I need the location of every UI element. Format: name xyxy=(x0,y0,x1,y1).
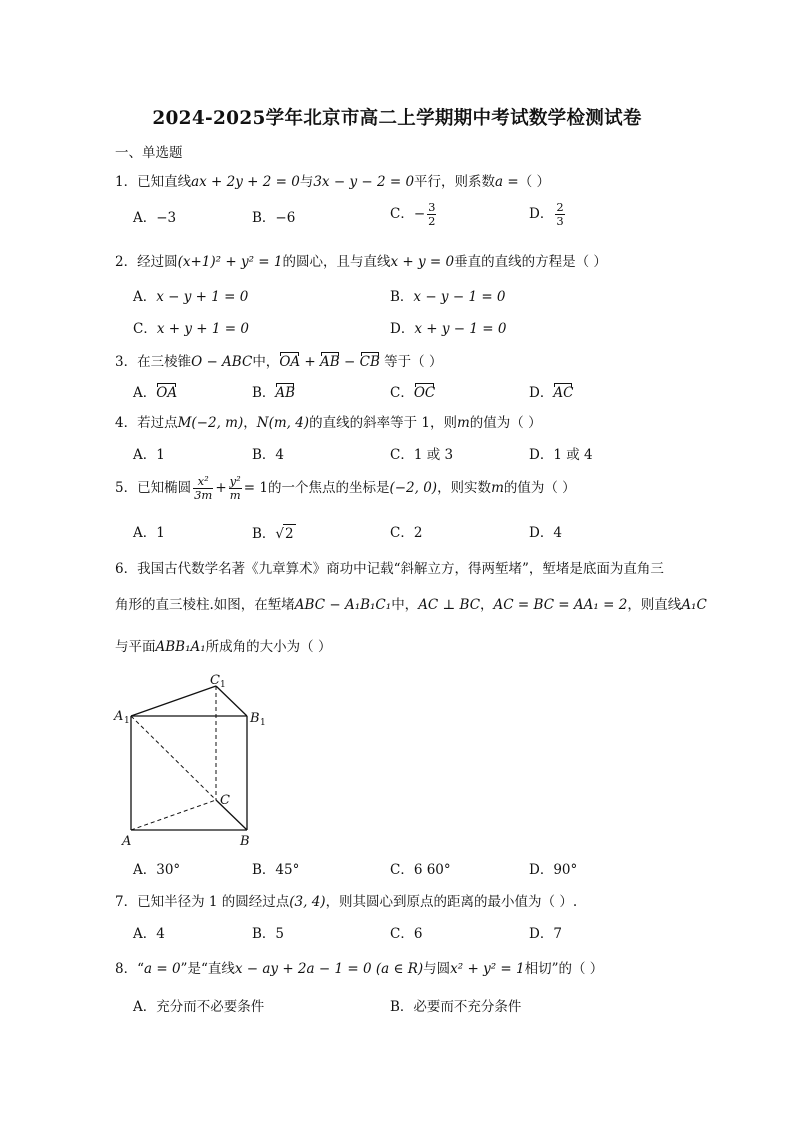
label-c: C xyxy=(220,793,230,808)
q8-math-condition: a = 0 xyxy=(144,961,181,977)
q4-option-a: A．1 xyxy=(133,447,165,463)
vector-ab: AB xyxy=(275,385,296,401)
q6-math-line: A₁C xyxy=(681,597,707,613)
q4-math-m: m xyxy=(456,415,470,431)
page-title: 2024-2025学年北京市高二上学期期中考试数学检测试卷 xyxy=(152,108,642,129)
q5-math-m: m xyxy=(491,480,504,496)
fraction-denominator: 3 xyxy=(556,214,564,228)
option-label: C． xyxy=(390,385,414,401)
q1-text: 平行，则系数 xyxy=(414,174,496,190)
q4-option-b: B．4 xyxy=(252,447,285,463)
q1-option-c-label: C．− xyxy=(390,206,426,222)
q5-number: 5． xyxy=(115,480,138,496)
q5-operator: + xyxy=(215,480,227,496)
q6-option-c: C．6 60° xyxy=(390,862,451,878)
q3-option-b xyxy=(252,384,295,402)
q5-text: 的一个焦点的坐标是 xyxy=(267,480,390,496)
question-5 xyxy=(115,475,576,502)
fraction-denominator: 2 xyxy=(428,214,436,228)
q6-text: 角形的直三棱柱.如图，在堑堵 xyxy=(115,597,295,613)
q5-equals: = 1 xyxy=(243,480,268,496)
q4-math-point-n: N(m, 4) xyxy=(256,415,310,431)
q2-option-b xyxy=(390,288,506,306)
q1-option-d-label: D． xyxy=(529,206,554,222)
q3-text: 中， xyxy=(252,354,280,370)
q5-math-focus: (−2, 0) xyxy=(389,480,438,496)
q2-math-line: x + y = 0 xyxy=(390,254,455,270)
prism-figure xyxy=(110,668,270,850)
sqrt-radicand: 2 xyxy=(285,526,294,542)
question-1 xyxy=(115,173,550,191)
q8-option-a: A．充分而不必要条件 xyxy=(133,999,265,1015)
q2-option-c xyxy=(133,320,249,338)
q1-option-c xyxy=(390,201,438,228)
section-heading: 一、单选题 xyxy=(115,145,183,161)
label-a: A xyxy=(122,834,132,849)
option-math: x − y − 1 = 0 xyxy=(413,289,506,305)
option-math: x − y + 1 = 0 xyxy=(156,289,249,305)
q3-math-pyramid: O − ABC xyxy=(191,354,253,370)
q3-option-c xyxy=(390,384,435,402)
q6-text: ，则直线 xyxy=(627,597,682,613)
q1-text: （ ） xyxy=(518,174,550,190)
option-label: D． xyxy=(529,385,554,401)
q7-text: ，则其圆心到原点的距离的最小值为（ ）. xyxy=(325,894,578,910)
q5-text: 的值为（ ） xyxy=(503,480,576,496)
q6-text: 所成角的大小为（ ） xyxy=(205,639,332,655)
q6-line-1 xyxy=(115,560,664,578)
fraction-denominator: 3m xyxy=(194,488,213,502)
q8-number: 8． xyxy=(115,961,138,977)
q6-math-lengths: AC = BC = AA₁ = 2 xyxy=(493,597,628,613)
q8-text: 相切”的（ ） xyxy=(524,961,604,977)
q6-line-3 xyxy=(115,638,331,656)
vector-oa: OA xyxy=(279,354,301,370)
q4-text: 的直线的斜率等于 1，则 xyxy=(309,415,457,431)
q8-text: ”是“直线 xyxy=(180,961,235,977)
q8-text: 与圆 xyxy=(423,961,451,977)
q1-text: 已知直线 xyxy=(137,174,192,190)
label-b: B xyxy=(240,834,250,849)
vector-ac: AC xyxy=(553,385,574,401)
q6-option-b: B．45° xyxy=(252,862,300,878)
q4-math-point-m: M(−2, m) xyxy=(177,415,244,431)
label-b1: B xyxy=(250,711,260,726)
q8-option-b: B．必要而不充分条件 xyxy=(390,999,522,1015)
q5-fraction-x xyxy=(193,475,213,502)
q4-text: ， xyxy=(243,415,257,431)
q1-option-d-fraction xyxy=(555,201,564,228)
q6-number: 6． xyxy=(115,561,138,577)
q5-option-b xyxy=(252,524,296,543)
q1-text: 与 xyxy=(299,174,314,190)
label-a1-sub: 1 xyxy=(124,716,130,726)
vector-oc: OC xyxy=(413,385,436,401)
question-3 xyxy=(115,353,442,371)
option-label: A． xyxy=(133,385,157,401)
fraction-numerator: x² xyxy=(193,475,213,489)
q1-option-b: B．−6 xyxy=(252,210,296,226)
q1-option-a: A．−3 xyxy=(133,210,177,226)
q5-option-a: A．1 xyxy=(133,525,165,541)
q1-math-line2: 3x − y − 2 = 0 xyxy=(313,174,415,190)
q6-option-a: A．30° xyxy=(133,862,181,878)
q4-option-c: C．1 或 3 xyxy=(390,447,454,463)
q8-math-circle: x² + y² = 1 xyxy=(450,961,525,977)
q7-number: 7． xyxy=(115,894,138,910)
q2-option-d xyxy=(390,320,506,338)
question-7 xyxy=(115,893,577,911)
q5-option-d: D．4 xyxy=(529,525,562,541)
q1-option-c-fraction xyxy=(427,201,436,228)
q2-option-a xyxy=(133,288,248,306)
q5-option-c: C．2 xyxy=(390,525,423,541)
fraction-numerator: 3 xyxy=(428,200,436,214)
label-a1: A xyxy=(114,709,124,724)
q7-text: 已知半径为 1 的圆经过点 xyxy=(137,894,290,910)
q3-operator: − xyxy=(339,354,360,370)
option-label: C． xyxy=(133,321,157,337)
label-c1: C xyxy=(210,673,220,688)
vector-oa: OA xyxy=(156,385,178,401)
q7-option-a: A．4 xyxy=(133,926,165,942)
question-4 xyxy=(115,414,542,432)
q8-text: “ xyxy=(137,961,144,977)
fraction-numerator: 2 xyxy=(556,200,564,214)
q2-math-circle: (x+1)² + y² = 1 xyxy=(177,254,283,270)
option-label: B． xyxy=(252,526,276,542)
q2-text: 的圆心，且与直线 xyxy=(282,254,391,270)
q5-text: 已知椭圆 xyxy=(137,480,192,496)
q2-text: 经过圆 xyxy=(137,254,178,270)
q3-text: 等于（ ） xyxy=(379,354,443,370)
label-b1-sub: 1 xyxy=(260,718,266,728)
fraction-numerator: y² xyxy=(229,474,241,488)
label-c1-sub: 1 xyxy=(220,680,226,690)
q1-number: 1． xyxy=(115,174,138,190)
q1-math-line1: ax + 2y + 2 = 0 xyxy=(191,174,300,190)
q7-option-c: C．6 xyxy=(390,926,423,942)
q4-number: 4． xyxy=(115,415,138,431)
q1-option-d xyxy=(529,201,567,228)
option-label: D． xyxy=(390,321,415,337)
option-label: B． xyxy=(252,385,276,401)
q7-option-b: B．5 xyxy=(252,926,285,942)
q6-math-perp: AC ⊥ BC xyxy=(418,597,481,613)
option-math: x + y − 1 = 0 xyxy=(414,321,507,337)
q3-operator: + xyxy=(300,354,321,370)
q3-option-a xyxy=(133,384,177,402)
question-2 xyxy=(115,253,607,271)
q6-math-plane: ABB₁A₁ xyxy=(155,639,206,655)
q6-text: 中， xyxy=(391,597,419,613)
option-label: B． xyxy=(390,289,414,305)
q5-text: ，则实数 xyxy=(437,480,492,496)
q5-fraction-y xyxy=(229,475,242,502)
q6-line-2 xyxy=(115,596,707,614)
question-8 xyxy=(115,960,603,978)
q7-math-point: (3, 4) xyxy=(289,894,326,910)
sqrt-icon: √ xyxy=(275,526,285,542)
q1-math-a: a = xyxy=(495,174,519,190)
q3-option-d xyxy=(529,384,573,402)
q7-option-d: D．7 xyxy=(529,926,562,942)
q6-option-d: D．90° xyxy=(529,862,578,878)
q6-text: ， xyxy=(480,597,494,613)
vector-cb: CB xyxy=(359,354,380,370)
vector-ab: AB xyxy=(320,354,340,370)
q2-text: 垂直的直线的方程是（ ） xyxy=(454,254,607,270)
q3-text: 在三棱锥 xyxy=(137,354,192,370)
q6-math-prism: ABC − A₁B₁C₁ xyxy=(294,597,392,613)
option-math: x + y + 1 = 0 xyxy=(156,321,249,337)
q4-option-d: D．1 或 4 xyxy=(529,447,593,463)
q6-text: 我国古代数学名著《九章算术》商功中记载“斜解立方，得两堑堵”，堑堵是底面为直角三 xyxy=(137,561,664,577)
option-label: A． xyxy=(133,289,157,305)
fraction-denominator: m xyxy=(229,488,241,502)
q2-number: 2． xyxy=(115,254,138,270)
q3-number: 3． xyxy=(115,354,138,370)
q6-text: 与平面 xyxy=(115,639,156,655)
q4-text: 的值为（ ） xyxy=(469,415,542,431)
q4-text: 若过点 xyxy=(137,415,178,431)
q8-math-line: x − ay + 2a − 1 = 0 (a ∈ R) xyxy=(234,961,424,977)
